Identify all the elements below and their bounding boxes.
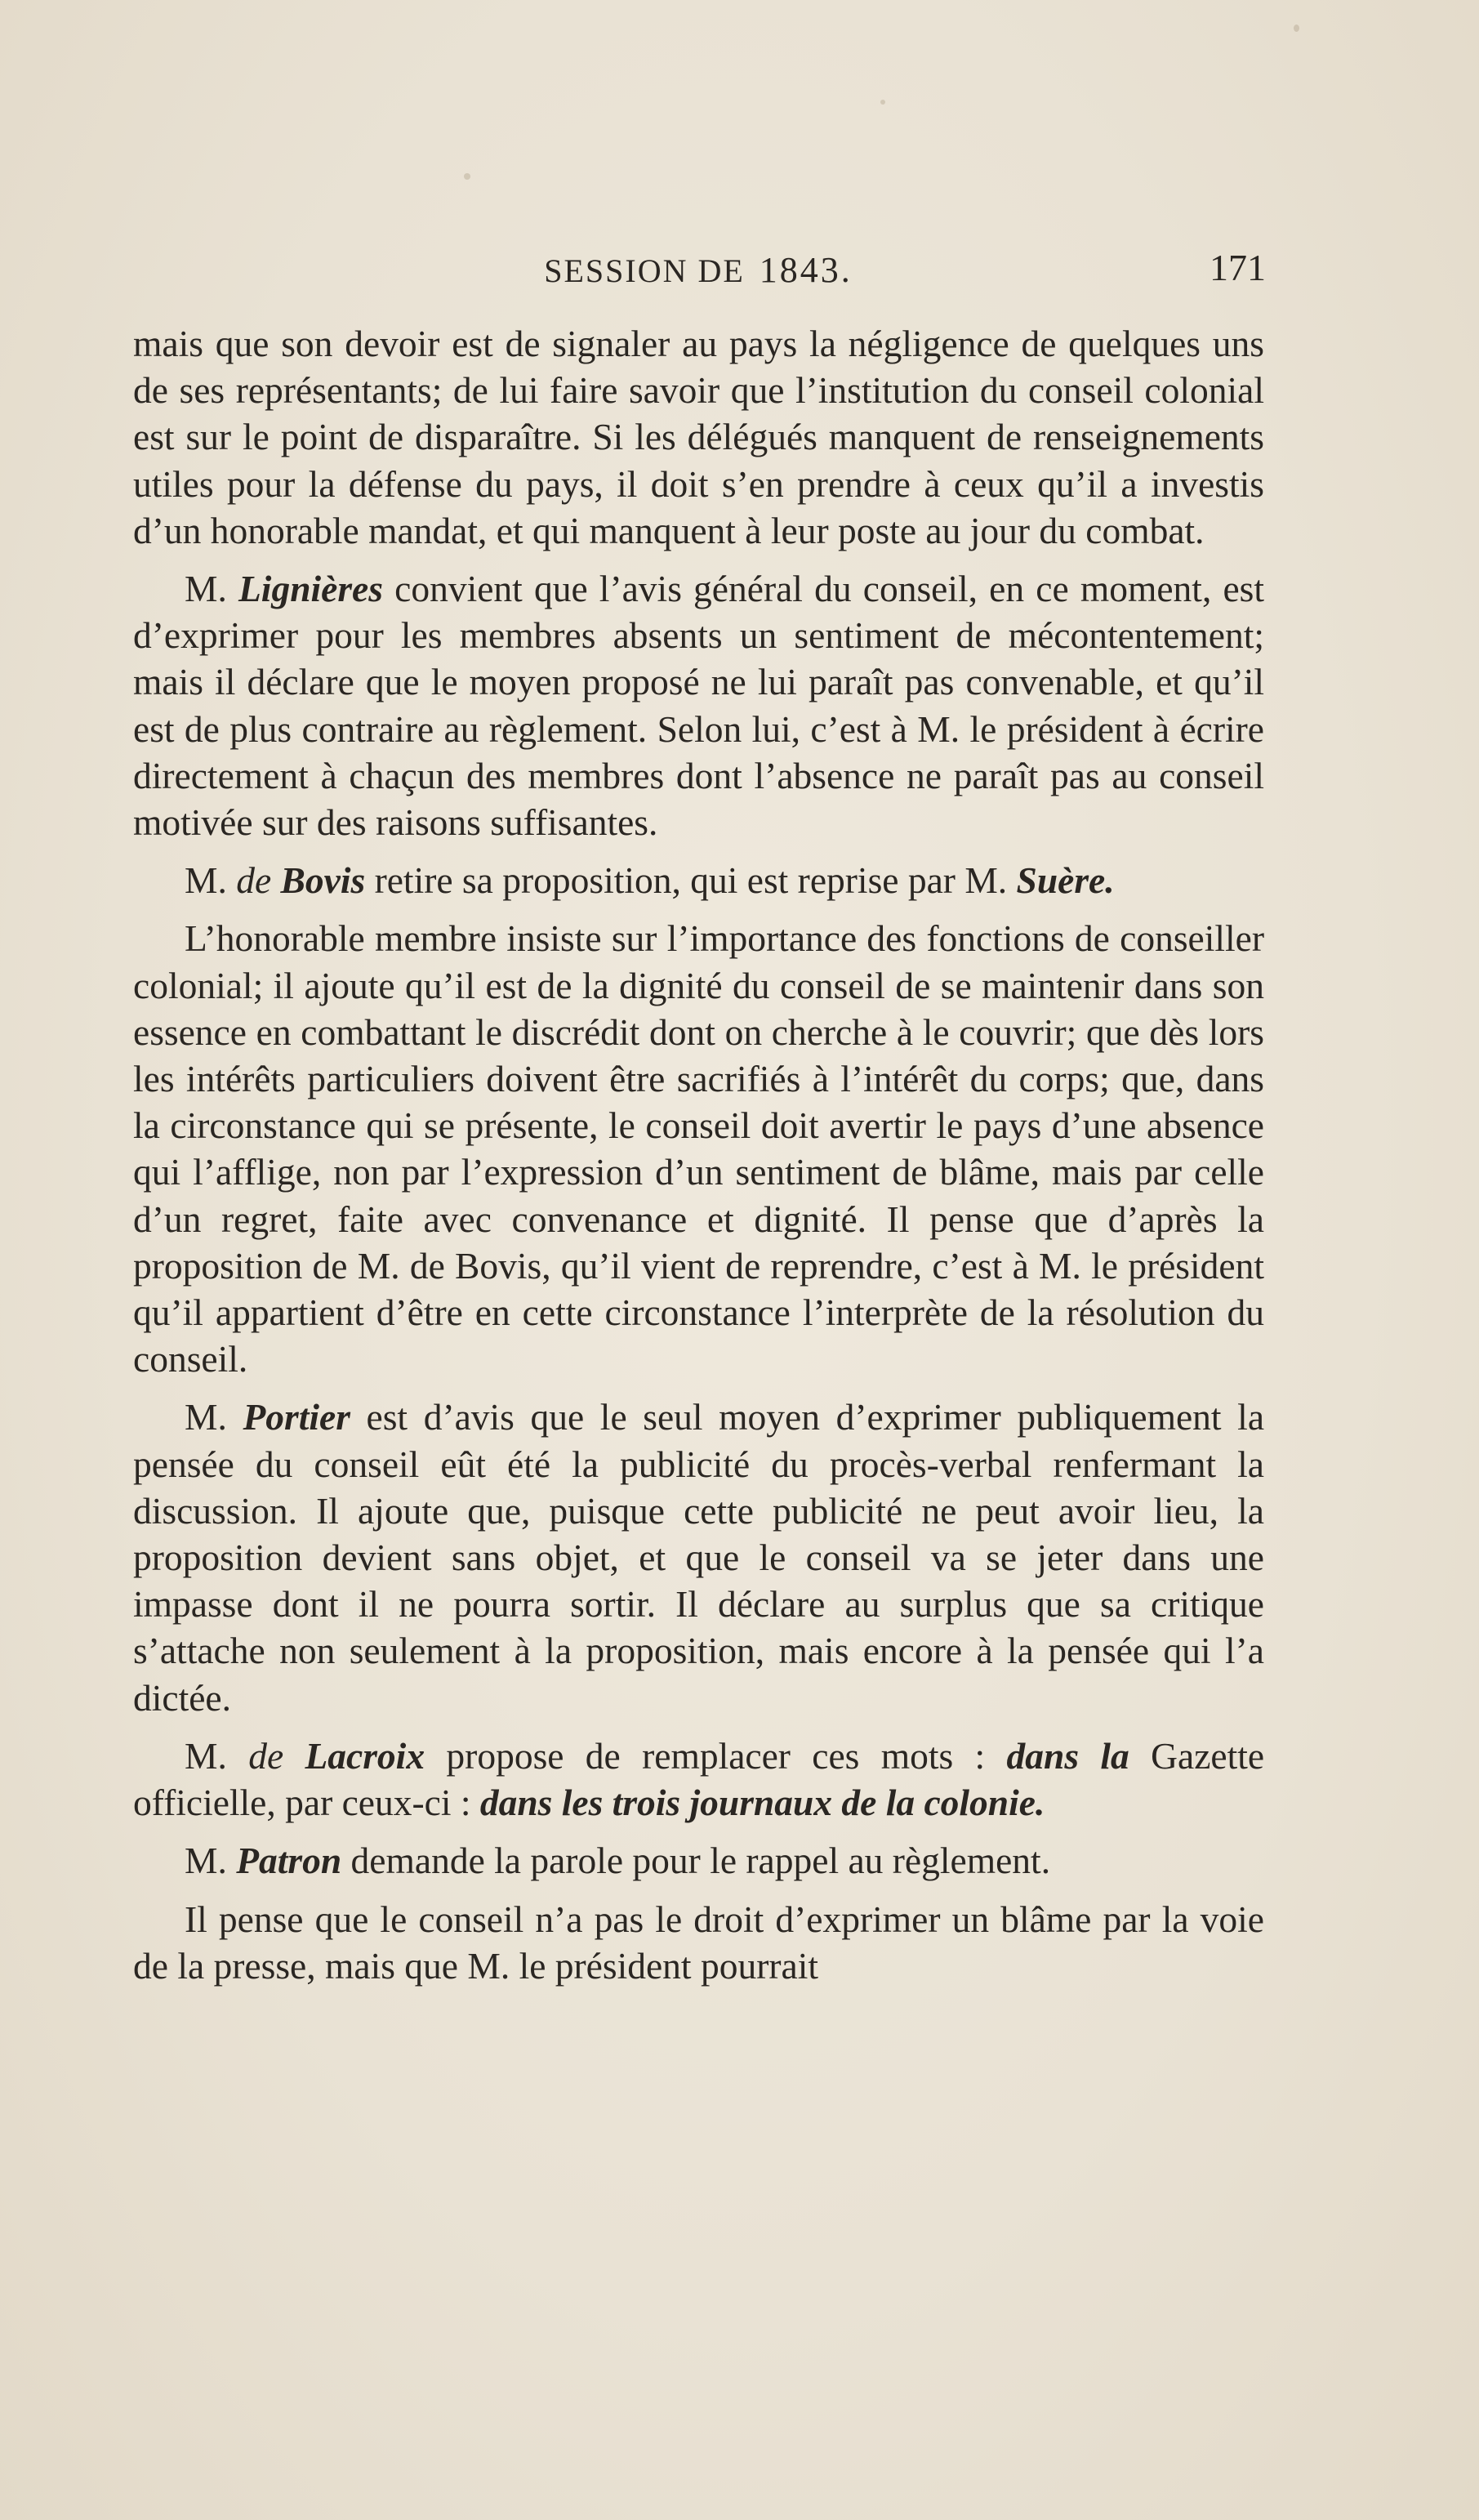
paragraph-text: L’honorable membre insiste sur l’importance des fonctions de conseiller colonial; il ajoute qu’il est de la dignité du conseil de se maintenir dans son essence en combattant le discrédit dont on cherche à le couvrir; que dès lors les intérêts particuliers doivent être sacrifiés à l’intérêt du corps; que, dans la circonstance qui se présente, le conseil doit avertir le pays d’une absence qui l’afflige, non par l’expression d’un sentiment de blâme, mais par celle d’un regret, faite avec convenance et dignité. Il pense que d’après la proposition de M. de Bovis, qu’il vient de reprendre, c’est à M. le président qu’il appartient d’être en cette circonstance l’interprète de la résolution du conseil. [133, 917, 1264, 1380]
speaker-prefix: M. [185, 1840, 227, 1882]
paragraph-lacroix [133, 1733, 1264, 1826]
paragraph-text: propose de remplacer ces mots : [446, 1734, 986, 1777]
speaker-name: Bovis [280, 859, 366, 902]
paragraph-text: retire sa proposition, qui est reprise par M. [374, 859, 1008, 902]
speaker-prefix: M. [185, 1734, 227, 1777]
speaker-prefix: M. [185, 1396, 227, 1438]
speaker-name: Patron [236, 1840, 342, 1882]
speaker-prefix: M. [185, 568, 227, 610]
paper-spot [880, 100, 885, 105]
quoted-phrase: dans la [1006, 1734, 1129, 1777]
paragraph-text: demande la parole pour le rappel au règlement. [350, 1840, 1051, 1882]
paper-spot [1294, 25, 1299, 32]
page-number: 171 [1209, 247, 1266, 288]
paragraph-text: est d’avis que le seul moyen d’exprimer publiquement la pensée du conseil eût été la publicité du procès-verbal renfermant la discussion. Il ajoute que, puisque cette publicité ne peut avoir lieu, la proposition devient sans objet, et que le conseil va se jeter dans une impasse dont il ne pourra sortir. Il déclare au surplus que sa critique s’attache non seulement à la proposition, mais encore à la pensée qui l’a dictée. [133, 1396, 1265, 1719]
paragraph-text: Gazette officielle, par ceux-ci : [133, 1734, 1265, 1824]
paragraph-patron [133, 1837, 1264, 1884]
speaker-name: Lignières [238, 568, 383, 610]
speaker-particle: de [236, 859, 272, 902]
running-title-text: SESSION DE [544, 252, 745, 289]
trailing-speaker-name: Suère. [1016, 859, 1115, 902]
page-header [131, 249, 1266, 298]
speaker-name: Portier [243, 1396, 350, 1438]
paragraph-text: Il pense que le conseil n’a pas le droit d’exprimer un blâme par la voie de la presse, mais que M. le président pourrait [133, 1898, 1264, 1987]
paper-spot [464, 173, 470, 180]
paragraph-suere-argument [133, 915, 1264, 1382]
paragraph-bovis [133, 857, 1264, 903]
paragraph-text: mais que son devoir est de signaler au pays la négligence de quelques uns de ses représentants; de lui faire savoir que l’institution du conseil colonial est sur le point de disparaître. Si les délégués manquent de renseignements utiles pour la défense du pays, il doit s’en prendre à ceux qu’il a investis d’un honorable mandat, et qui manquent à leur poste au jour du combat. [133, 323, 1264, 551]
quoted-phrase: dans les trois journaux de la colonie. [479, 1782, 1045, 1824]
paragraph-text: convient que l’avis général du conseil, en ce moment, est d’exprimer pour les membres absents un sentiment de mécontentement; mais il déclare que le moyen proposé ne lui paraît pas convenable, et qu’il est de plus contraire au règlement. Selon lui, c’est à M. le président à écrire directement à chaçun des membres dont l’absence ne paraît pas au conseil motivée sur des raisons suffisantes. [133, 568, 1265, 844]
speaker-prefix: M. [185, 859, 227, 902]
paragraph-patron-continued [133, 1896, 1264, 1989]
paragraph-lignieres [133, 565, 1264, 845]
speaker-particle: de [248, 1734, 284, 1777]
speaker-name: Lacroix [305, 1734, 425, 1777]
running-title-year: 1843. [759, 250, 853, 290]
paragraph-portier [133, 1394, 1264, 1720]
running-title [131, 249, 1266, 291]
paragraph-continuation [133, 320, 1264, 554]
body-text [133, 320, 1264, 2000]
